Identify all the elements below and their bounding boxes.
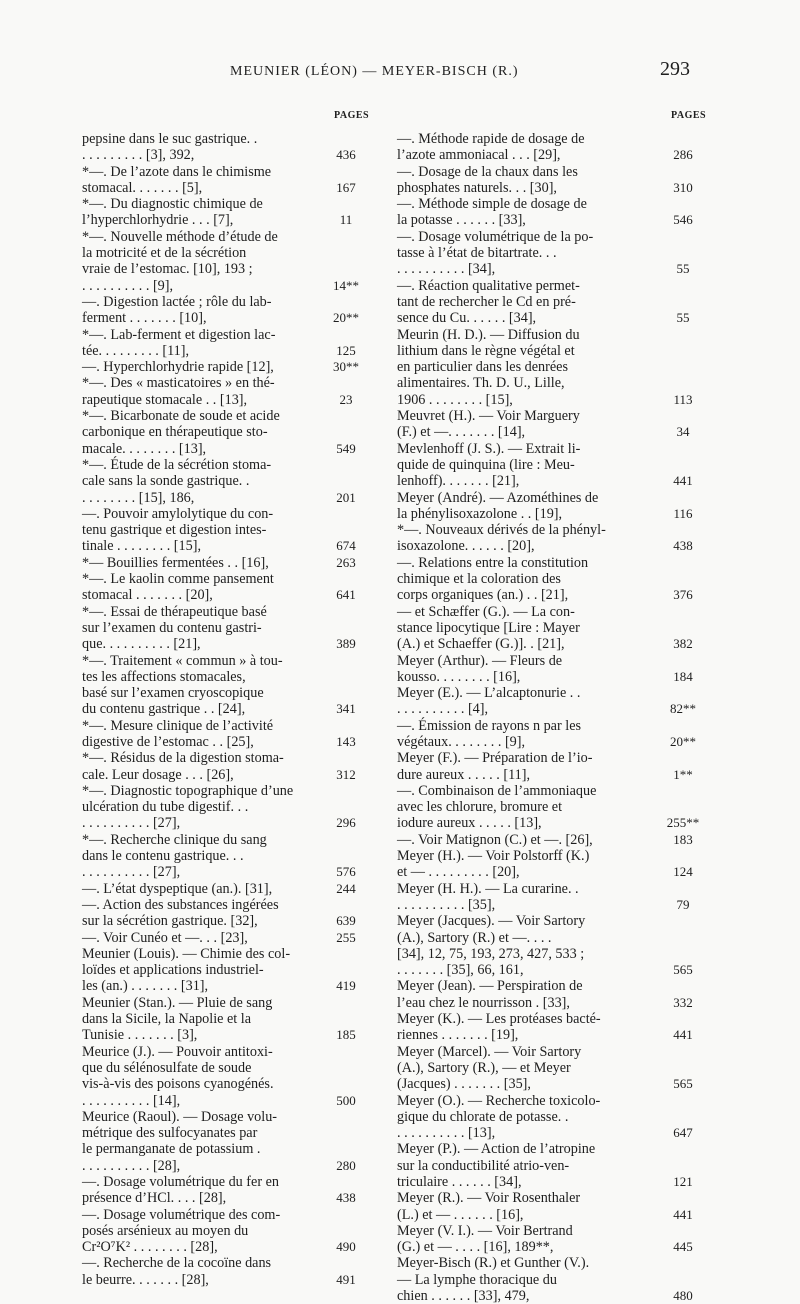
entry-text: le beurre. . . . . . . [28], [82, 1271, 209, 1288]
entry-text: macale. . . . . . . . [13], [82, 440, 207, 457]
entry-text: Meyer (Arthur). — Fleurs de [397, 652, 563, 669]
entry-text: Meurin (H. D.). — Diffusion du [397, 326, 580, 343]
entry-text: tenu gastrique et digestion intes- [82, 522, 267, 539]
page-ref: 436 [336, 147, 356, 163]
page-ref: 296 [336, 815, 356, 831]
entry-text: la phénylisoxazolone . . [19], [397, 505, 563, 522]
entry-text: alimentaires. Th. D. U., Lille, [397, 375, 565, 392]
page-ref: 14** [333, 277, 359, 293]
entry-text: *—. Lab-ferment et digestion lac- [82, 326, 276, 343]
entry-text: . . . . . . . . . . [14], [82, 1092, 181, 1109]
entry-text: *—. Traitement « commun » à tou- [82, 652, 283, 669]
entry-text: —. Digestion lactée ; rôle du lab- [82, 293, 272, 310]
page-ref: 310 [673, 179, 693, 195]
entry-text: . . . . . . . . . [3], 392, [82, 147, 195, 164]
entry-text: —. Hyperchlorhydrie rapide [12], [82, 359, 274, 376]
entry-text: rapeutique stomacale . . [13], [82, 391, 248, 408]
entry-text: cale sans la sonde gastrique. . [82, 473, 250, 490]
entry-text: Meyer (Jacques). — Voir Sartory [397, 913, 586, 930]
entry-text: avec les chlorure, bromure et [397, 799, 563, 816]
page-ref: 419 [336, 978, 356, 994]
entry-text: végétaux. . . . . . . . [9], [397, 733, 526, 750]
entry-text: la potasse . . . . . . [33], [397, 212, 526, 229]
page-ref: 280 [336, 1157, 356, 1173]
entry-text: *—. Recherche clinique du sang [82, 831, 267, 848]
entry-text: *—. Mesure clinique de l’activité [82, 717, 274, 734]
entry-text: stomacal. . . . . . . [5], [82, 179, 203, 196]
page-ref: 34 [676, 424, 690, 440]
page-ref: 565 [673, 962, 693, 978]
entry-text: —. Action des substances ingérées [82, 896, 279, 913]
page-ref: 341 [336, 701, 356, 717]
page-ref: 546 [673, 212, 693, 228]
page-ref: 445 [673, 1239, 693, 1255]
entry-text: Meyer (K.). — Les protéases bacté- [397, 1011, 601, 1028]
page-ref: 263 [336, 554, 356, 570]
entry-text: — La lymphe thoracique du [397, 1271, 557, 1288]
entry-text: —. Recherche de la cocoïne dans [82, 1255, 272, 1272]
entry-text: *—. Des « masticatoires » en thé- [82, 375, 275, 392]
entry-text: (G.) et — . . . . [16], 189**, [397, 1239, 554, 1256]
entry-text: —. Voir Cunéo et —. . . [23], [82, 929, 248, 946]
page-ref: 113 [673, 391, 693, 407]
entry-text: Meyer (André). — Azométhines de [397, 489, 599, 506]
entry-text: (Jacques) . . . . . . . [35], [397, 1076, 531, 1093]
entry-text: lithium dans le règne végétal et [397, 342, 575, 359]
running-title: MEUNIER (LÉON) — MEYER-BISCH (R.) [230, 64, 519, 79]
entry-text: *—. De l’azote dans le chimisme [82, 163, 272, 180]
page-ref: 441 [673, 1206, 693, 1222]
entry-text: sur la conductibilité atrio-ven- [397, 1157, 570, 1174]
page-ref: 332 [673, 994, 693, 1010]
entry-text: Meyer (H. H.). — La curarine. . [397, 880, 579, 897]
page-number: 293 [660, 58, 690, 80]
entry-text: —. Dosage de la chaux dans les [397, 163, 578, 180]
entry-text: (F.) et —. . . . . . . [14], [397, 424, 526, 441]
entry-text: l’hyperchlorhydrie . . . [7], [82, 212, 234, 229]
entry-text: —. Voir Matignon (C.) et —. [26], [397, 831, 593, 848]
entry-text: tasse à l’état de bitartrate. . . [397, 245, 557, 262]
entry-text: — et Schæffer (G.). — La con- [397, 603, 575, 620]
page-ref: 674 [336, 538, 356, 554]
page-ref: 438 [673, 538, 693, 554]
page-ref: 639 [336, 913, 356, 929]
entry-text: tée. . . . . . . . . [11], [82, 342, 190, 359]
page-ref: 565 [673, 1076, 693, 1092]
page-ref: 441 [673, 473, 693, 489]
entry-text: iodure aureux . . . . . [13], [397, 815, 542, 832]
entry-text: dans le contenu gastrique. . . [82, 848, 244, 865]
page-ref: 201 [336, 489, 356, 505]
entry-text: cale. Leur dosage . . . [26], [82, 766, 234, 783]
entry-text: phosphates naturels. . . [30], [397, 179, 557, 196]
page-ref: 124 [673, 864, 693, 880]
entry-text: vraie de l’estomac. [10], 193 ; [82, 261, 253, 278]
entry-text: pepsine dans le suc gastrique. . [82, 131, 258, 147]
entry-text: vis-à-vis des poisons cyanogénés. [82, 1076, 274, 1093]
entry-text: —. Méthode simple de dosage de [397, 196, 587, 213]
page-ref: 20** [670, 733, 696, 749]
page-ref: 647 [673, 1125, 693, 1141]
page-ref: 55 [676, 261, 690, 277]
page-ref: 576 [336, 864, 356, 880]
page-ref: 441 [673, 1027, 693, 1043]
entry-text: l’azote ammoniacal . . . [29], [397, 147, 561, 164]
entry-text: riennes . . . . . . . [19], [397, 1027, 519, 1044]
page-ref: 55 [676, 310, 690, 326]
entry-text: stance lipocytique [Lire : Mayer [397, 619, 580, 636]
page-ref: 376 [673, 587, 693, 603]
page-ref: 167 [336, 179, 356, 195]
entry-text: le permanganate de potassium . [82, 1141, 261, 1158]
entry-text: —. Dosage volumétrique des com- [82, 1206, 281, 1223]
entry-text: . . . . . . . . . . [4], [397, 701, 489, 718]
entry-text: tes les affections stomacales, [82, 668, 246, 685]
entry-text: gique du chlorate de potasse. . [397, 1108, 569, 1125]
page-ref: 549 [336, 440, 356, 456]
entry-text: [34], 12, 75, 193, 273, 427, 533 ; [397, 945, 585, 962]
entry-text: quide de quinquina (lire : Meu- [397, 456, 575, 473]
page-ref: 183 [673, 831, 693, 847]
entry-text: *—. Bicarbonate de soude et acide [82, 408, 280, 425]
entry-text: *—. Nouveaux dérivés de la phényl- [397, 522, 606, 539]
entry-text: dure aureux . . . . . [11], [397, 766, 531, 783]
entry-text: Meyer (Marcel). — Voir Sartory [397, 1043, 582, 1060]
page-ref: 79 [676, 896, 690, 912]
page-ref: 382 [673, 636, 693, 652]
page-ref: 641 [336, 587, 356, 603]
entry-text: chien . . . . . . [33], 479, [397, 1288, 530, 1304]
entry-text: les (an.) . . . . . . . [31], [82, 978, 209, 995]
entry-text: et — . . . . . . . . . [20], [397, 864, 520, 881]
entry-text: la motricité et de la sécrétion [82, 245, 247, 262]
page-ref: 23 [339, 391, 353, 407]
entry-text: —. Dosage volumétrique du fer en [82, 1174, 279, 1190]
pages-column-heading: PAGES [671, 110, 707, 121]
entry-text: . . . . . . . [35], 66, 161, [397, 962, 524, 979]
entry-text: *—. Étude de la sécrétion stoma- [82, 456, 272, 473]
page-ref: 121 [673, 1174, 693, 1189]
entry-text: Meyer (P.). — Action de l’atropine [397, 1141, 596, 1158]
entry-text: Meuvret (H.). — Voir Marguery [397, 408, 580, 425]
entry-text: . . . . . . . . . . [13], [397, 1125, 496, 1142]
entry-text: présence d’HCl. . . . [28], [82, 1190, 227, 1207]
entry-text: stomacal . . . . . . . [20], [82, 587, 213, 604]
entry-text: sur la sécrétion gastrique. [32], [82, 913, 258, 930]
page-ref: 255** [666, 815, 700, 831]
entry-text: posés arsénieux au moyen du [82, 1222, 249, 1239]
entry-text: tant de rechercher le Cd en pré- [397, 293, 576, 310]
entry-text: sence du Cu. . . . . . [34], [397, 310, 537, 327]
pages-column-heading: PAGES [334, 110, 370, 121]
entry-text: carbonique en thérapeutique sto- [82, 424, 268, 441]
entry-text: Cr²O⁷K² . . . . . . . . [28], [82, 1239, 218, 1256]
entry-text: que du sélénosulfate de soude [82, 1059, 252, 1076]
entry-text: Meyer-Bisch (R.) et Gunther (V.). [397, 1255, 590, 1272]
entry-text: Meunier (Stan.). — Pluie de sang [82, 994, 273, 1011]
entry-text: métrique des sulfocyanates par [82, 1125, 258, 1142]
entry-text: kousso. . . . . . . . [16], [397, 668, 521, 685]
page-ref: 286 [673, 147, 693, 163]
page-ref: 312 [336, 766, 356, 782]
entry-text: (A.) et Schaeffer (G.)]. . [21], [397, 636, 565, 653]
page-ref: 389 [336, 636, 356, 652]
page-ref: 143 [336, 733, 356, 749]
page-ref: 20** [333, 310, 359, 326]
entry-text: l’eau chez le nourrisson . [33], [397, 994, 570, 1011]
entry-text: chimique et la coloration des [397, 571, 561, 588]
entry-text: . . . . . . . . . . [34], [397, 261, 496, 278]
entry-text: *—. Du diagnostic chimique de [82, 196, 263, 213]
entry-text: Meyer (R.). — Voir Rosenthaler [397, 1190, 581, 1207]
entry-text: ferment . . . . . . . [10], [82, 310, 207, 327]
page-ref: 185 [336, 1027, 356, 1043]
entry-text: —. Dosage volumétrique de la po- [397, 228, 594, 245]
entry-text: *— Bouillies fermentées . . [16], [82, 554, 269, 571]
page-ref: 116 [673, 505, 693, 521]
entry-text: *—. Essai de thérapeutique basé [82, 603, 267, 620]
page-ref: 255 [336, 929, 356, 945]
entry-text: —. L’état dyspeptique (an.). [31], [82, 880, 273, 897]
entry-text: (A.), Sartory (R.) et —. . . . [397, 929, 552, 946]
entry-text: *—. Le kaolin comme pansement [82, 571, 274, 588]
entry-text: Meyer (F.). — Préparation de l’io- [397, 750, 593, 767]
page-ref: 30** [333, 359, 359, 375]
entry-text: Tunisie . . . . . . . [3], [82, 1027, 198, 1044]
entry-text: basé sur l’examen cryoscopique [82, 685, 264, 702]
page-ref: 1** [673, 766, 693, 782]
entry-text: Mevlenhoff (J. S.). — Extrait li- [397, 440, 581, 457]
entry-text: Meyer (Jean). — Perspiration de [397, 978, 583, 995]
entry-text: (A.), Sartory (R.), — et Meyer [397, 1059, 571, 1076]
entry-text: en particulier dans les denrées [397, 359, 568, 376]
entry-text: Meyer (H.). — Voir Polstorff (K.) [397, 848, 590, 865]
entry-text: isoxazolone. . . . . . [20], [397, 538, 535, 555]
entry-text: Meyer (V. I.). — Voir Bertrand [397, 1222, 573, 1239]
page-ref: 490 [336, 1239, 356, 1255]
entry-text: loïdes et applications industriel- [82, 962, 264, 979]
entry-text: (L.) et — . . . . . . [16], [397, 1206, 524, 1223]
entry-text: Meunier (Louis). — Chimie des col- [82, 945, 291, 962]
page-ref: 438 [336, 1190, 356, 1206]
entry-text: . . . . . . . . . . [9], [82, 277, 174, 294]
entry-text: Meyer (E.). — L’alcaptonurie . . [397, 685, 581, 702]
entry-text: Meurice (J.). — Pouvoir antitoxi- [82, 1043, 273, 1060]
page-ref: 480 [673, 1288, 693, 1304]
entry-text: du contenu gastrique . . [24], [82, 701, 246, 718]
entry-text: *—. Nouvelle méthode d’étude de [82, 228, 278, 245]
entry-text: —. Réaction qualitative permet- [397, 277, 580, 294]
entry-text: . . . . . . . . . . [35], [397, 896, 496, 913]
entry-text: . . . . . . . . . . [28], [82, 1157, 181, 1174]
entry-text: —. Relations entre la constitution [397, 554, 589, 571]
page-ref: 244 [336, 880, 356, 896]
entry-text: —. Méthode rapide de dosage de [397, 131, 585, 147]
entry-text: sur l’examen du contenu gastri- [82, 619, 262, 636]
entry-text: tinale . . . . . . . . [15], [82, 538, 201, 555]
entry-text: . . . . . . . . . . [27], [82, 864, 181, 881]
page-ref: 184 [673, 668, 693, 684]
entry-text: —. Combinaison de l’ammoniaque [397, 782, 597, 799]
entry-text: lenhoff). . . . . . . [21], [397, 473, 520, 490]
page-ref: 125 [336, 342, 356, 358]
entry-text: —. Émission de rayons n par les [397, 717, 582, 734]
entry-text: que. . . . . . . . . . [21], [82, 636, 201, 653]
entry-text: 1906 . . . . . . . . [15], [397, 391, 513, 408]
entry-text: corps organiques (an.) . . [21], [397, 587, 569, 604]
page-ref: 500 [336, 1092, 356, 1108]
entry-text: . . . . . . . . [15], 186, [82, 489, 195, 506]
entry-text: Meurice (Raoul). — Dosage volu- [82, 1108, 278, 1125]
page-ref: 11 [339, 212, 353, 228]
entry-text: —. Pouvoir amylolytique du con- [82, 505, 274, 522]
entry-text: *—. Diagnostic topographique d’une [82, 782, 294, 799]
entry-text: dans la Sicile, la Napolie et la [82, 1011, 252, 1028]
entry-text: digestive de l’estomac . . [25], [82, 733, 254, 750]
page-ref: 491 [336, 1271, 356, 1287]
entry-text: . . . . . . . . . . [27], [82, 815, 181, 832]
entry-text: *—. Résidus de la digestion stoma- [82, 750, 284, 767]
page-ref: 82** [670, 701, 696, 717]
entry-text: ulcération du tube digestif. . . [82, 799, 249, 816]
entry-text: Meyer (O.). — Recherche toxicolo- [397, 1092, 601, 1109]
entry-text: triculaire . . . . . . [34], [397, 1174, 522, 1190]
